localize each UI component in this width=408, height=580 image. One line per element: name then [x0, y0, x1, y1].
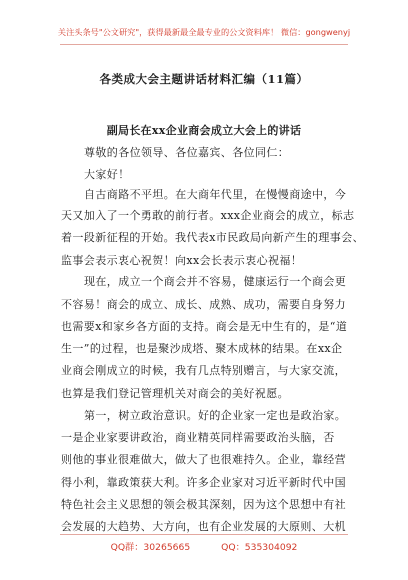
body-line: 尊敬的各位领导、各位嘉宾、各位同仁：	[84, 146, 290, 159]
body-line: 得小利，靠政策获大利。许多企业家对习近平新时代中国	[61, 476, 346, 489]
header-divider	[60, 44, 348, 45]
body-line: 会发展的大趋势、大方向，也有企业发展的大原则、大机	[61, 520, 346, 533]
body-line: 第一，树立政治意识。好的企业家一定也是政治家。	[84, 409, 347, 422]
body-line: 天又加入了一个勇敢的前行者。xxx企业商会的成立，标志	[61, 209, 355, 222]
body-line: 则他的事业很难做大，做大了也很难持久。企业，靠经营	[61, 453, 346, 466]
body-line: 自古商路不平坦。在大商年代里，在慢慢商途中，今	[84, 188, 347, 201]
body-line: 着一段新征程的开始。我代表x市民政局向新产生的理事会、	[61, 231, 365, 244]
footer-qq-group: QQ群：30265665	[110, 542, 191, 553]
footer-contact	[0, 539, 408, 553]
footer-qq-number: QQ：535304092	[221, 542, 298, 553]
footer-divider	[60, 534, 348, 535]
section-title: 副局长在xx企业商会成立大会上的讲话	[106, 124, 302, 137]
document-title: 各类成大会主题讲话材料汇编（11篇）	[99, 72, 309, 86]
body-line: 不容易！商会的成立、成长、成熟、成功，需要自身努力	[61, 298, 346, 311]
body-line: 业商会刚成立的时候，我有几点特别赠言，与大家交流，	[61, 364, 346, 377]
body-line: 现在，成立一个商会并不容易，健康运行一个商会更	[84, 275, 347, 288]
header-note: 关注头条号"公文研究"，获得最新最全最专业的公文资料库！ 微信：gongwenyj	[57, 27, 351, 37]
body-line: 监事会表示衷心祝贺！向xx会长表示衷心祝福！	[61, 254, 303, 267]
body-line: 生一”的过程，也是聚沙成塔、聚木成林的结果。在xx企	[61, 342, 343, 355]
body-line: 特色社会主义思想的领会极其深刻，因为这个思想中有社	[61, 498, 346, 511]
body-line: 大家好！	[84, 168, 130, 181]
body-line: 也需要x和家乡各方面的支持。商会是无中生有的，是“道	[61, 320, 348, 333]
body-line: 也算是我们登记管理机关对商会的美好祝愿。	[61, 387, 289, 400]
body-line: 一是企业家要讲政治，商业精英同样需要政治头脑，否	[61, 431, 335, 444]
